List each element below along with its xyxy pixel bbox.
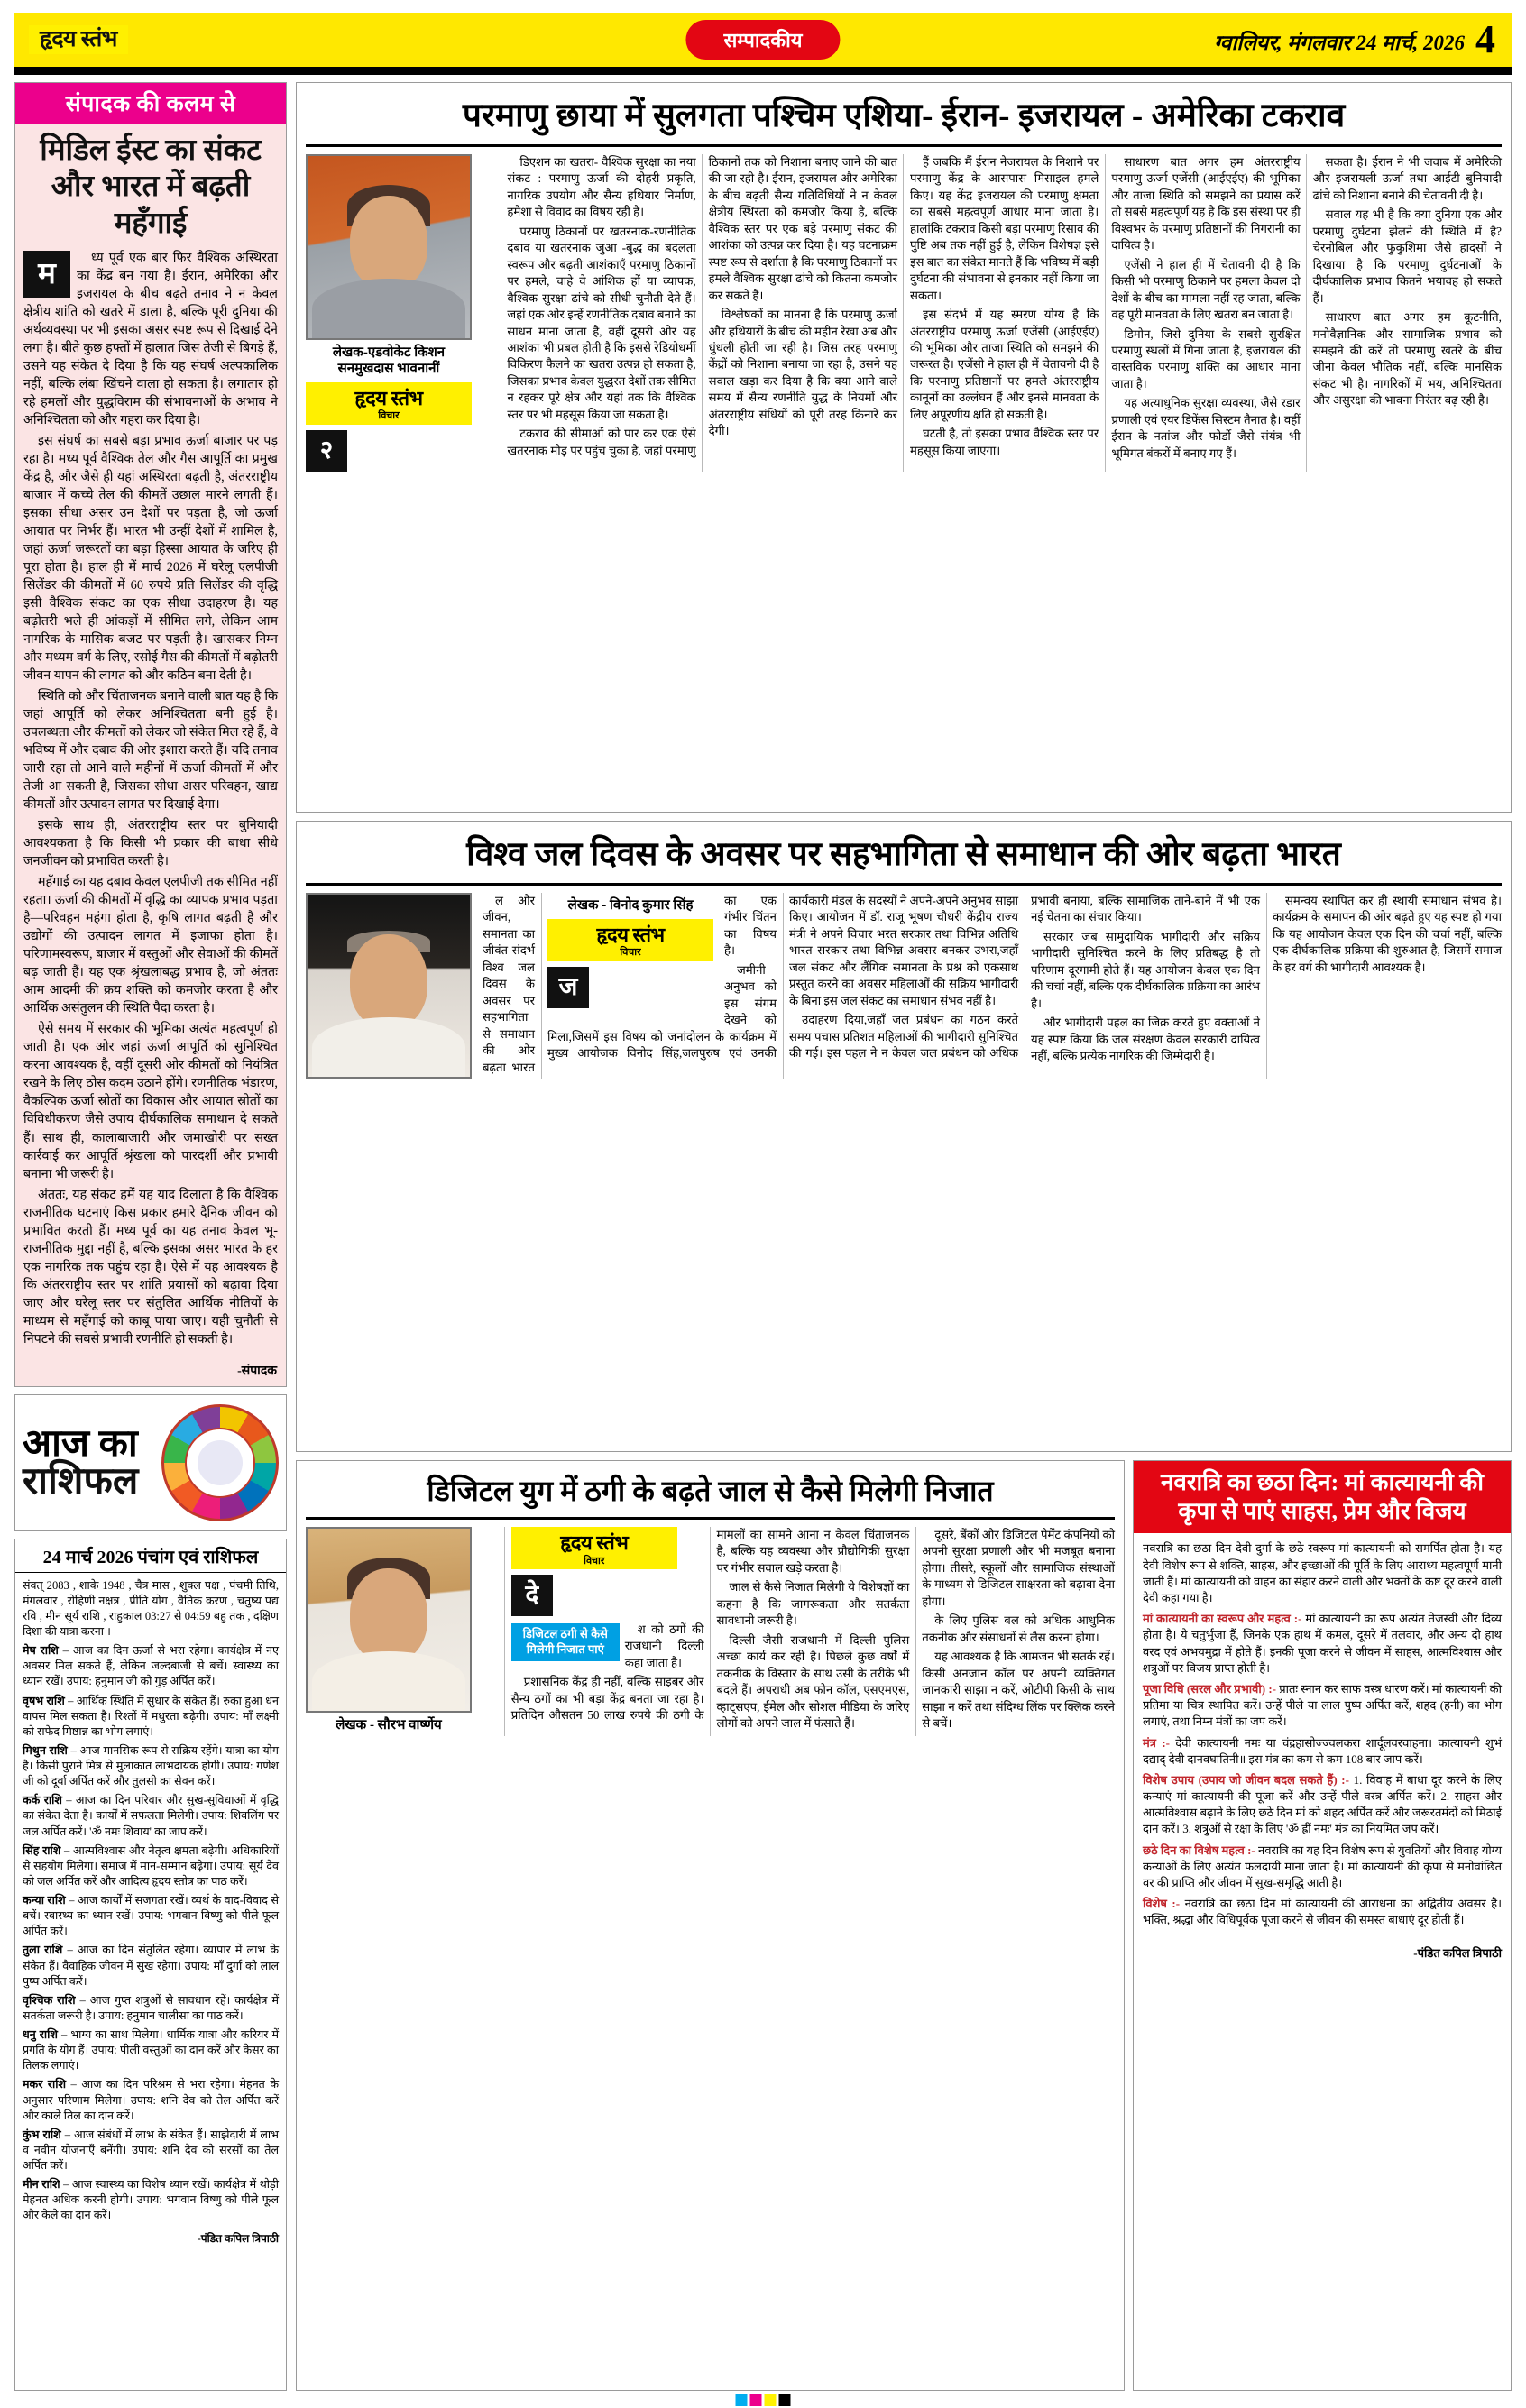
article-paragraph: परमाणु ठिकानों पर खतरनाक-रणनीतिक दबाव या खतरनाक जुआ -बुद्ध का बदलता स्वरूप और बढ़ती आशंकाएँ परमाणु ठिकानों पर हमले, चाहे वे आंशिक हों या व्यापक, वैश्विक सुरक्षा ढांचे को सीधी चुनौती देते हैं। जहां एक ओर इन्हें रणनीतिक दबाव बनाने का साधन माना जाता है, वहीं दूसरी ओर यह आशंका भी प्रबल होती है कि इससे रेडियोधर्मी विकिरण फैलने का खतरा उत्पन्न हो सकता है, जिसका प्रभाव केवल युद्धरत देशों तक सीमित न रहकर पूरे क्षेत्र और यहां तक कि वैश्विक स्तर पर भी महसूस किया जा सकता है। — [507, 224, 696, 421]
author-photo — [306, 1527, 472, 1713]
rashifal-sign-name: धनु राशि — [23, 2028, 58, 2042]
article-paragraph: डिमोन, जिसे दुनिया के सबसे सुरक्षित परमाणु स्थलों में गिना जाता है, इजरायल की वास्तविक परमाणु शक्ति का आधार माना जाता है। — [1111, 326, 1301, 391]
article-digital-byline: लेखक - सौरभ वार्ष्णेय — [336, 1717, 442, 1732]
article-water-byline: लेखक - विनोद कुमार सिंह — [567, 897, 694, 913]
digital-tag-badge: डिजिटल ठगी से कैसे मिलेगी निजात पाएं — [511, 1623, 620, 1661]
article-digital-dropcap: दे — [511, 1575, 553, 1616]
rashifal-sign-name: तुला राशि — [23, 1944, 63, 1957]
panchang-signature: -पंडित कपिल त्रिपाठी — [197, 2231, 279, 2245]
article-digital-headline: डिजिटल युग में ठगी के बढ़ते जाल से कैसे मिलेगी निजात — [306, 1468, 1115, 1520]
navratri-section: मंत्र :- देवी कात्यायनी नमः या चंद्रहासोज्ज्वलकरा शार्दूलवरवाहना। कात्यायनी शुभं दद्याद् देवी दानवघातिनी॥ इस मंत्र का कम से कम 108 बार जाप करें। — [1143, 1735, 1502, 1766]
navratri-section: विशेष :- नवरात्रि का छठा दिन मां कात्यायनी की आराधना का अद्वितीय अवसर है। भक्ति, श्रद्धा और विधिपूर्वक पूजा करने से जीवन की समस्त बाधाएं दूर होती हैं। — [1143, 1897, 1503, 1927]
rashifal-sign-name: मिथुन राशि — [23, 1743, 68, 1757]
hriday-stambh-stamp — [547, 919, 713, 961]
rashifal-entry: मकर राशि – आज का दिन परिश्रम से भरा रहेगा। मेहनत के अनुसार परिणाम मिलेगा। उपाय: शनि देव को तेल अर्पित करें और काले तिल का दान करें। — [23, 2078, 280, 2122]
stamp-sub: विचार — [378, 410, 400, 422]
article-nuclear-headline: परमाणु छाया में सुलगता पश्चिम एशिया- ईरान- इजरायल - अमेरिका टकराव — [306, 90, 1502, 147]
rashifal-sign-name: वृश्चिक राशि — [23, 1993, 76, 2007]
rashifal-sign-name: कर्क राशि — [23, 1794, 62, 1807]
rashifal-sign-name: मकर राशि — [23, 2078, 67, 2091]
article-nuclear-body — [306, 154, 1502, 472]
article-paragraph: उदाहरण दिया,जहाँ जल प्रबंधन का गठन करते समय पचास प्रतिशत महिलाओं की भागीदारी सुनिश्चित की गई। इस पहल ने न केवल जल प्रबंधन को अधिक प्रभावी बनाया, बल्कि सामाजिक ताने-बाने में भी एक नई चेतना का संचार किया। — [789, 893, 1260, 1061]
left-column — [14, 82, 287, 2391]
article-paragraph: सवाल यह भी है कि क्या दुनिया एक और परमाणु दुर्घटना झेलने की स्थिति में है? चेरनोबिल और फुकुशिमा जैसे हादसों ने दिखाया है कि परमाणु दुर्घटनाओं के दीर्घकालिक प्रभाव कितने भयावह हो सकते हैं। — [1312, 207, 1502, 305]
article-water-headline: विश्व जल दिवस के अवसर पर सहभागिता से समाधान की ओर बढ़ता भारत — [306, 829, 1502, 886]
editor-paragraph: ऐसे समय में सरकार की भूमिका अत्यंत महत्वपूर्ण हो जाती है। एक ओर जहां ऊर्जा आपूर्ति को सुनिश्चित करना आवश्यक है, वहीं दूसरी ओर कीमतों को नियंत्रित रखने के लिए ठोस कदम उठाने होंगे। रणनीतिक भंडारण, वैकल्पिक ऊर्जा स्रोतों का विकास और आयात स्रोतों का विविधीकरण जैसे उपाय दीर्घकालिक समाधान दे सकते हैं। साथ ही, कालाबाजारी और जमाखोरी पर सख्त कार्रवाई कर आपूर्ति श्रृंखला को पारदर्शी और प्रभावी बनाना भी जरूरी है। — [23, 1022, 278, 1181]
rashifal-entry: मेष राशि – आज का दिन ऊर्जा से भरा रहेगा। कार्यक्षेत्र में नए अवसर मिल सकते हैं, लेकिन जल्दबाजी से बचें। स्वास्थ्य का ध्यान रखें। उपाय: हनुमान जी को गुड़ अर्पित करें। — [23, 1644, 279, 1688]
hriday-stambh-stamp — [306, 382, 472, 425]
article-paragraph: और भागीदारी पहल का जिक्र करते हुए वक्ताओं ने यह स्पष्ट किया कि जल संरक्षण केवल सरकारी दायित्व नहीं, बल्कि प्रत्येक नागरिक की जिम्मेदारी है। — [1031, 1016, 1260, 1063]
editor-title: मिडिल ईस्ट का संकट और भारत में बढ़ती महँगाई — [40, 134, 262, 240]
rashifal-entry: कन्या राशि – आज कार्यों में सजगता रखें। व्यर्थ के वाद-विवाद से बचें। स्वास्थ्य का ध्यान रखें। उपाय: भगवान विष्णु को पीले फूल अर्पित करें। — [23, 1894, 279, 1938]
panchang-body — [15, 1573, 286, 2253]
article-nuclear-byline: लेखक-एडवोकेट किशन सनमुखदास भावनानीं — [332, 345, 446, 376]
editor-signature: -संपादक — [237, 1364, 277, 1378]
rashifal-sign-name: सिंह राशि — [23, 1843, 61, 1857]
navratri-column — [1133, 1460, 1512, 2391]
navratri-section: पूजा विधि (सरल और प्रभावी) :- प्रातः स्नान कर साफ वस्त्र धारण करें। मां कात्यायनी की प्रतिमा या चित्र स्थापित करें। उन्हें पीले या लाल पुष्प अर्पित करें, शहद (हनी) का भोग लगाएं, तथा निम्न मंत्रों का जप करें। — [1143, 1681, 1502, 1729]
article-nuclear — [296, 82, 1512, 813]
navratri-section-title: मंत्र :- — [1143, 1735, 1170, 1750]
rashifal-entry: कुंभ राशि – आज संबंधों में लाभ के संकेत हैं। साझेदारी में लाभ व नवीन योजनाएँ बनेंगी। उपाय: शनि देव को सरसों का तेल अर्पित करें। — [23, 2128, 279, 2173]
stamp-title: हृदय स्तंभ — [560, 1530, 629, 1554]
navratri-headline: नवरात्रि का छठा दिन: मां कात्यायनी की कृपा से पाएं साहस, प्रेम और विजय — [1134, 1461, 1511, 1533]
article-digital-body — [306, 1527, 1115, 1736]
rashifal-entry: कर्क राशि – आज का दिन परिवार और सुख-सुविधाओं में वृद्धि का संकेत देता है। कार्यों में सफलता मिलेगी। उपाय: शिवलिंग पर जल अर्पित करें। 'ॐ नमः शिवाय' का जाप करें। — [23, 1794, 279, 1838]
editor-paragraph: ध्य पूर्व एक बार फिर वैश्विक अस्थिरता का केंद्र बन गया है। ईरान, अमेरिका और इजरायल के बीच बढ़ते तनाव ने न केवल क्षेत्रीय शांति को खतरे में डाला है, बल्कि पूरी दुनिया की अर्थव्यवस्था पर भी इसका असर स्पष्ट रूप से दिखाई देने लगा है। बीते कुछ हफ्तों में हालात जिस तेजी से बिगड़े हैं, उसने यह संकेत दे दिया है कि यह संघर्ष अल्पकालिक नहीं, बल्कि लंबा खिंचने वाला हो सकता है। लगातार हो रहे हमलों और युद्धविराम की संभावनाओं के अभाव ने अनिश्चितता को और गहरा कर दिया है। — [23, 250, 278, 427]
article-paragraph: विश्लेषकों का मानना है कि परमाणु ऊर्जा और हथियारों के बीच की महीन रेखा अब और धुंधली होती जा रही है। जिस तरह परमाणु केंद्रों को निशाना बनाया जा रहा है, उसने यह सवाल खड़ा कर दिया है कि क्या आने वाले समय में सैन्य रणनीति युद्ध के नियमों और अंतरराष्ट्रीय संधियों को पूरी तरह किनारे कर देगी। — [708, 308, 897, 438]
navratri-section-title: विशेष :- — [1143, 1897, 1181, 1911]
article-paragraph: टकराव की सीमाओं को पार कर एक ऐसे खतरनाक मोड़ पर पहुंच चुका है, जहां परमाणु ठिकानों तक को निशाना बनाए जाने की बात की जा रही है। ईरान, इजरायल और अमेरिका के बीच बढ़ती सैन्य गतिविधियों ने न केवल क्षेत्रीय स्थिरता को कमजोर किया है, बल्कि वैश्विक स्तर पर एक बड़े परमाणु संकट की आशंका को उत्पन्न कर दिया है। यह घटनाक्रम स्पष्ट रूप से दर्शाता है कि परमाणु ठिकानों पर हमले वैश्विक सुरक्षा ढांचे को कितना कमजोर कर सकते हैं। — [507, 154, 897, 457]
editor-dropcap: म — [23, 251, 70, 298]
panchang-heading: 24 मार्च 2026 पंचांग एवं राशिफल — [15, 1539, 286, 1573]
cmyk-registration-marks — [736, 2394, 791, 2406]
navratri-body — [1134, 1533, 1511, 1940]
rashifal-line2: राशिफल — [23, 1460, 139, 1503]
rashifal-line1: आज का — [23, 1422, 138, 1465]
article-paragraph: घटती है, तो इसका प्रभाव वैश्विक स्तर पर महसूस किया जाएगा। — [909, 427, 1099, 457]
editor-body — [15, 249, 286, 1360]
rashifal-sign-name: मेष राशि — [23, 1644, 59, 1658]
stamp-title: हृदय स्तंभ — [596, 923, 665, 946]
article-paragraph: ल और जीवन, समानता का जीवंत संदर्भ विश्व जल दिवस के अवसर पर सहभागिता से समाधान की ओर बढ़ता भारत का एक गंभीर चिंतन का विषय है। — [483, 893, 777, 1074]
editor-paragraph: इसके साथ ही, अंतरराष्ट्रीय स्तर पर बुनियादी आवश्यकता है कि किसी भी प्रकार की बाधा सीधे जनजीवन को प्रभावित करती है। — [23, 818, 278, 869]
panchang-column — [14, 1539, 287, 2391]
section-badge: सम्पादकीय — [685, 20, 840, 60]
stamp-sub: विचार — [584, 1555, 605, 1567]
article-paragraph: दूसरे, बैंकों और डिजिटल पेमेंट कंपनियों को अपनी सुरक्षा प्रणाली और भी मजबूत बनाना होगा। तीसरे, स्कूलों और सामाजिक संस्थाओं के माध्यम से डिजिटल साक्षरता को बढ़ावा देना होगा। — [922, 1527, 1115, 1608]
article-water-dropcap: ज — [547, 967, 589, 1008]
author-photo — [306, 893, 472, 1079]
editor-paragraph: इस संघर्ष का सबसे बड़ा प्रभाव ऊर्जा बाजार पर पड़ रहा है। मध्य पूर्व वैश्विक तेल और गैस आपूर्ति का प्रमुख केंद्र है, और जैसे ही यहां अस्थिरता बढ़ती है, अंतरराष्ट्रीय बाजार में कच्चे तेल की कीमतें उछाल मारने लगती हैं। इसका सीधा असर उन देशों पर पड़ता है, जो ऊर्जा आयात पर निर्भर हैं। भारत भी उन्हीं देशों में शामिल है, जहां ऊर्जा जरूरतों का बड़ा हिस्सा आयात के जरिए ही पूरा होता है। हाल ही में मार्च 2026 में घरेलू एलपीजी सिलेंडर की कीमतों में 60 रुपये प्रति सिलेंडर की वृद्धि इसी वैश्विक संकट का एक सीधा उदाहरण है। यह बढ़ोतरी भले ही आंकड़ों में सीमित लगे, लेकिन आम नागरिक के मासिक बजट पर पड़ती है। खासकर निम्न और मध्यम वर्ग के लिए, रसोई गैस की कीमतों में बढ़ोतरी जीवन यापन की लागत को और कठिन बना देती है। — [23, 433, 278, 684]
article-paragraph: सकता है। ईरान ने भी जवाब में अमेरिकी और इजरायली ऊर्जा तथा आईटी बुनियादी ढांचे को निशाना बनाने की चेतावनी दी है। — [1312, 154, 1502, 202]
article-paragraph: डिएशन का खतरा- वैश्विक सुरक्षा का नया संकट : परमाणु ऊर्जा की दोहरी प्रकृति, नागरिक उपयोग और सैन्य हथियार निर्माण, हमेशा से विवाद का विषय रही है। — [507, 154, 696, 219]
article-paragraph: हैं जबकि मैं ईरान नेजरायल के निशाने पर परमाणु केंद्र के आसपास मिसाइल हमले किए। यह केंद्र इजरायल की परमाणु क्षमता का सबसे महत्वपूर्ण आधार माना जाता है। हालांकि टकराव किसी बड़ा परमाणु रिसाव की पुष्टि अब तक नहीं हुई है, लेकिन विशेषज्ञ इसे इस बात का संकेत मानते हैं कि भविष्य में बड़ी दुर्घटना की संभावना से इनकार नहीं किया जा सकता। — [909, 154, 1099, 302]
navratri-signature: -पंडित कपिल त्रिपाठी — [1413, 1945, 1502, 1960]
article-paragraph: श को ठगों की राजधानी दिल्ली कहा जाता है। — [624, 1622, 704, 1669]
hriday-stambh-stamp — [511, 1527, 677, 1569]
rashifal-entry: वृश्चिक राशि – आज गुप्त शत्रुओं से सावधान रहें। कार्यक्षेत्र में सतर्कता जरूरी है। उपाय: हनुमान चालीसा का पाठ करें। — [23, 1993, 280, 2022]
rashifal-entry: मीन राशि – आज स्वास्थ्य का विशेष ध्यान रखें। कार्यक्षेत्र में थोड़ी मेहनत अधिक करनी होगी। उपाय: भगवान विष्णु को पीले फूल और केले का दान करें। — [23, 2178, 280, 2222]
article-water-body — [306, 893, 1502, 1079]
editor-banner: संपादक की कलम से — [15, 83, 286, 124]
editor-paragraph: महँगाई का यह दबाव केवल एलपीजी तक सीमित नहीं रहता। ऊर्जा की कीमतों में वृद्धि का व्यापक प्रभाव पड़ता है—परिवहन महंगा होता है, कृषि लागत बढ़ती है और उद्योगों की उत्पादन लागत में इजाफा होता है। परिणामस्वरूप, बाजार में वस्तुओं और सेवाओं की कीमतें बढ़ जाती हैं। यह एक श्रृंखलाबद्ध प्रभाव है, जो अंततः आम आदमी की क्रय शक्ति को कमजोर करता है और आर्थिक असंतुलन की स्थिति पैदा करता है। — [23, 875, 278, 1016]
masthead — [14, 13, 1512, 67]
rashifal-entry: सिंह राशि – आत्मविश्वास और नेतृत्व क्षमता बढ़ेगी। अधिकारियों से सहयोग मिलेगा। समाज में मान-सम्मान बढ़ेगा। उपाय: सूर्य देव को जल अर्पित करें और आदित्य हृदय स्तोत्र का पाठ करें। — [23, 1843, 279, 1888]
article-digital — [296, 1460, 1125, 2391]
main-column — [296, 82, 1512, 2391]
rashifal-sign-name: मीन राशि — [23, 2178, 60, 2192]
masthead-rule — [14, 67, 1512, 75]
article-paragraph: यह अत्याधुनिक सुरक्षा व्यवस्था, जैसे रडार प्रणाली एवं एयर डिफेंस सिस्टम तैनात है। वहीं ईरान के नतांज और फोर्डो जैसे संयंत्र भी भूमिगत बंकरों में बनाए गए हैं। — [1111, 396, 1301, 460]
article-paragraph: यह आवश्यक है कि आमजन भी सतर्क रहें। किसी अनजान कॉल पर अपनी व्यक्तिगत जानकारी साझा न करें, ओटीपी किसी के साथ साझा न करें तथा संदिग्ध लिंक पर क्लिक करने से बचें। — [922, 1650, 1115, 1731]
article-paragraph: जमीनी अनुभव को इस संगम देखने को मिला,जिसमें इस विषय को जनांदोलन के कार्यक्रम में मुख्य आयोजक विनोद सिंह,जलपुरुष एवं उनकी कार्यकारी मंडल के सदस्यों ने अपने-अपने अनुभव साझा किए। आयोजन में डॉ. राजू भूषण चौधरी केंद्रीय राज्य मंत्री ने अपने विचार भरत सरकार तथा विभिन्न अतिथि भारत सरकार तथा विभिन्न अवसर बनकर उभरा,जहाँ जल संकट और लैंगिक समानता के प्रश्न को एकसाथ प्रस्तुत करने का अवसर महिलाओं की सक्रिय भागीदारी के बिना इस जल संकट का समाधान संभव नहीं है। — [547, 893, 1018, 1061]
stamp-sub: विचार — [620, 947, 641, 959]
editor-paragraph: अंततः, यह संकट हमें यह याद दिलाता है कि वैश्विक राजनीतिक घटनाएं किस प्रकार हमारे दैनिक जीवन को प्रभावित करती हैं। मध्य पूर्व का यह तनाव केवल भू-राजनीतिक मुद्दा नहीं है, बल्कि इसका असर भारत के हर एक नागरिक तक पहुंच रहा है। ऐसे में यह आवश्यक है कि अंतरराष्ट्रीय स्तर पर शांति प्रयासों को बढ़ावा दिया जाए और घरेलू स्तर पर संतुलित आर्थिक नीतियों के माध्यम से महँगाई को काबू पाया जाए। यही चुनौती से निपटने की सबसे प्रभावी रणनीति हो सकती है। — [23, 1187, 278, 1346]
navratri-section-title: मां कात्यायनी का स्वरूप और महत्व :- — [1143, 1612, 1302, 1626]
rashifal-entry: धनु राशि – भाग्य का साथ मिलेगा। धार्मिक यात्रा और करियर में प्रगति के योग हैं। उपाय: पीली वस्तुओं का दान करें और केसर का तिलक लगाएं। — [23, 2028, 280, 2073]
article-nuclear-authorbox — [306, 154, 472, 472]
article-paragraph: साधारण बात अगर हम अंतरराष्ट्रीय परमाणु ऊर्जा एजेंसी (आईएईए) की भूमिका और ताजा स्थिति को समझने का प्रयास करें तो सबसे महत्वपूर्ण यह है कि इस संस्था पर ही विश्वभर के परमाणु प्रतिष्ठानों की निगरानी का दायित्व है। — [1111, 154, 1301, 253]
editor-paragraph: स्थिति को और चिंताजनक बनाने वाली बात यह है कि जहां आपूर्ति को लेकर अनिश्चितता बनी हुई है। उपलब्धता और कीमतों को लेकर जो संकेत मिल रहे हैं, वे भविष्य में और दबाव की ओर इशारा करते हैं। यदि तनाव जारी रहा तो आने वाले महीनों में ऊर्जा कीमतों में और तेजी आ सकती है, जिसका सीधा असर परिवहन, खाद्य कीमतों और उत्पादन लागत पर दिखाई देगा। — [23, 689, 278, 813]
article-paragraph: जाल से कैसे निजात मिलेगी ये विशेषज्ञों का कहना है कि जागरूकता और सतर्कता सावधानी जरूरी है। — [716, 1580, 910, 1628]
zodiac-wheel-icon — [161, 1404, 279, 1521]
navratri-section: मां कात्यायनी का स्वरूप और महत्व :- मां कात्यायनी का रूप अत्यंत तेजस्वी और दिव्य होता है। ये चतुर्भुजा हैं, जिनके एक हाथ में कमल, दूसरे में तलवार, और अन्य दो हाथ वरद एवं अभयमुद्रा में होते हैं। इनकी पूजा करने से जीवन में साहस, आत्मविश्वास और शत्रुओं पर विजय प्राप्त होती है। — [1143, 1612, 1502, 1675]
article-nuclear-dropcap: २ — [306, 430, 347, 472]
stamp-title: हृदय स्तंभ — [354, 386, 423, 409]
article-paragraph: प्रशासनिक केंद्र ही नहीं, बल्कि साइबर और सैन्य ठगों का भी बड़ा केंद्र बनता जा रहा है। प्रतिदिन औसतन 50 लाख रुपये की ठगी के मामलों का सामने आना न केवल चिंताजनक है, बल्कि यह व्यवस्था और प्रौद्योगिकी सुरक्षा पर गंभीर सवाल खड़े करता है। — [510, 1527, 910, 1723]
navratri-section: विशेष उपाय (उपाय जो जीवन बदल सकते हैं) :- 1. विवाह में बाधा दूर करने के लिए कन्याएं मां कात्यायनी की पूजा करें और उन्हें पीले वस्त्र अर्पित करें। 2. साहस और आत्मविश्वास बढ़ाने के लिए छठे दिन मां को शहद अर्पित करें और जरूरतमंदों को मिठाई दान करें। 3. शत्रुओं से रक्षा के लिए 'ॐ ह्रीं नमः' मंत्र का नियमित जप करें। — [1143, 1772, 1502, 1836]
article-paragraph: साधारण बात अगर हम कूटनीति, मनोवैज्ञानिक और सामाजिक प्रभाव को समझने की करें तो परमाणु खतरे के बीच जीना केवल भौतिक नहीं, बल्कि मानसिक संकट भी है। नागरिकों में भय, अनिश्चितता और असुरक्षा की भावना निरंतर बढ़ रही है। — [1312, 310, 1502, 408]
navratri-section-title: पूजा विधि (सरल और प्रभावी) :- — [1143, 1681, 1276, 1696]
page-number: 4 — [1475, 17, 1495, 62]
page-grid — [14, 82, 1512, 2391]
masthead-right — [1214, 17, 1495, 62]
rashifal-entry: तुला राशि – आज का दिन संतुलित रहेगा। व्यापार में लाभ के संकेत हैं। वैवाहिक जीवन में सुख रहेगा। उपाय: माँ दुर्गा को लाल पुष्प अर्पित करें। — [23, 1944, 279, 1988]
article-paragraph: एजेंसी ने हाल ही में चेतावनी दी है कि किसी भी परमाणु ठिकाने पर हमला केवल दो देशों के बीच का मामला नहीं रह जाता, बल्कि वह पूरी मानवता के लिए खतरा बन जाता है। — [1111, 257, 1301, 322]
navratri-intro: नवरात्रि का छठा दिन देवी दुर्गा के छठे स्वरूप मां कात्यायनी को समर्पित होता है। यह देवी विशेष रूप से शक्ति, साहस, और इच्छाओं की पूर्ति के लिए आराध्य महत्वपूर्ण मानी जाती हैं। मां कात्यायनी को वाहन का संहार करने वाली और भक्तों के कष्ट दूर करने वाली देवी कहा गया है। — [1143, 1541, 1502, 1604]
bottom-row — [296, 1460, 1512, 2391]
navratri-section-title: छठे दिन का विशेष महत्व :- — [1143, 1843, 1255, 1857]
rashifal-sign-name: वृषभ राशि — [23, 1694, 65, 1707]
navratri-section: छठे दिन का विशेष महत्व :- नवरात्रि का यह दिन विशेष रूप से युवतियों और विवाह योग्य कन्याओं के लिए अत्यंत फलदायी माना जाता है। मां कात्यायनी की कृपा से मनोवांछित वर की प्राप्ति और जीवन में सुख-समृद्धि आती है। — [1143, 1843, 1502, 1889]
article-paragraph: दिल्ली जैसी राजधानी में दिल्ली पुलिस अच्छा कार्य कर रही है। पिछले कुछ वर्षों में तकनीक के विस्तार के साथ उसी के तरीके भी बदले हैं। अपराधी अब फोन कॉल, एसएमएस, व्हाट्सएप, ईमेल और सोशल मीडिया के जरिए लोगों को अपने जाल में फंसाते हैं। — [716, 1632, 910, 1731]
rashifal-sign-name: कुंभ राशि — [23, 2128, 61, 2141]
rashifal-banner — [14, 1394, 287, 1531]
article-paragraph: के लिए पुलिस बल को अधिक आधुनिक तकनीक और संसाधनों से लैस करना होगा। — [922, 1613, 1115, 1644]
editor-column — [14, 82, 287, 1387]
masthead-logo: हृदय स्तंभ — [29, 25, 128, 54]
rashifal-sign-name: कन्या राशि — [23, 1894, 66, 1907]
author-photo — [306, 154, 472, 340]
article-water — [296, 821, 1512, 1452]
article-paragraph: समन्वय स्थापित कर ही स्थायी समाधान संभव है।कार्यक्रम के समापन की ओर बढ़ते हुए यह स्पष्ट हो गया कि यह आयोजन केवल एक दिन की चर्चा नहीं, बल्कि एक दीर्घकालिक प्रक्रिया की शुरुआत है, जिसमें समाज के हर वर्ग की भागीदारी आवश्यक है। — [1273, 893, 1502, 974]
rashifal-entry: वृषभ राशि – आर्थिक स्थिति में सुधार के संकेत हैं। रुका हुआ धन वापस मिल सकता है। रिश्तों में मधुरता बढ़ेगी। उपाय: माँ लक्ष्मी को सफेद मिष्ठान्न का भोग लगाएं। — [23, 1694, 279, 1738]
navratri-section-title: विशेष उपाय (उपाय जो जीवन बदल सकते हैं) :- — [1143, 1772, 1349, 1787]
rashifal-banner-text — [23, 1422, 156, 1503]
article-paragraph: इस संदर्भ में यह स्मरण योग्य है कि अंतरराष्ट्रीय परमाणु ऊर्जा एजेंसी (आईएईए) की भूमिका और ताजा स्थिति को समझने की जरूरत है। एजेंसी ने हाल ही में चेतावनी दी है कि परमाणु प्रतिष्ठानों पर हमले अंतरराष्ट्रीय कानूनों का उल्लंघन हैं और इनसे मानवता के लिए अपूरणीय क्षति हो सकती है। — [909, 308, 1099, 421]
article-paragraph: सरकार जब सामुदायिक भागीदारी और सक्रिय भागीदारी सुनिश्चित करने के लिए प्रतिबद्ध है तो परिणाम दूरगामी होते हैं। यह आयोजन केवल एक दिन की चर्चा नहीं, बल्कि एक दीर्घकालिक प्रक्रिया का आरंभ है। — [1031, 929, 1260, 1010]
dateline: ग्वालियर, मंगलवार 24 मार्च, 2026 — [1214, 31, 1465, 54]
rashifal-entry: मिथुन राशि – आज मानसिक रूप से सक्रिय रहेंगे। यात्रा का योग है। किसी पुराने मित्र से मुलाकात लाभदायक होगी। उपाय: गणेश जी को दूर्वा अर्पित करें और तुलसी का सेवन करें। — [23, 1743, 279, 1788]
panchang-intro: संवत् 2083 , शाके 1948 , चैत्र मास , शुक्ल पक्ष , पंचमी तिथि, मंगलवार , रोहिणी नक्षत्र , प्रीति योग , वैतिक करण , चतुष्य पद्य रवि , मीन सूर्य राशि , राहुकाल 03:27 से 04:59 बहु तक , दक्षिण दिशा की यात्रा करना । — [23, 1578, 279, 1639]
